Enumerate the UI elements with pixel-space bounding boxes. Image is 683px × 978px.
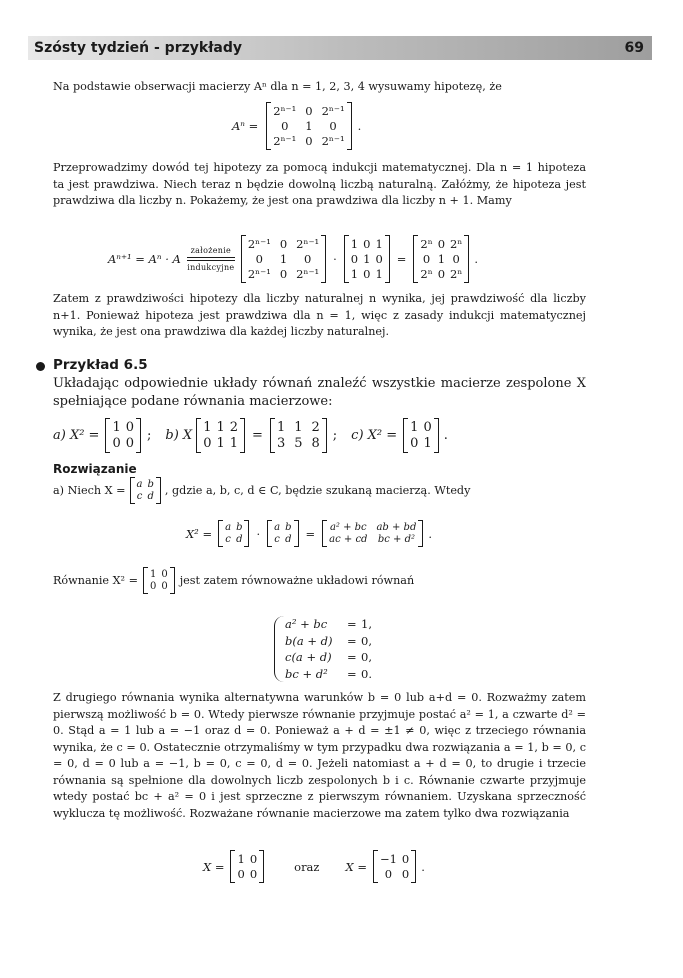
- example-b-equals: =: [252, 428, 263, 443]
- induction-equation: [108, 236, 478, 282]
- final-end: .: [421, 859, 425, 874]
- induction-matrix-1: [241, 236, 326, 282]
- matrix-cell: −1: [379, 852, 397, 866]
- matrix-cell: 0: [437, 267, 446, 281]
- matrix-cell: bc + d²: [377, 534, 415, 545]
- matrix-cell: 0: [329, 119, 337, 133]
- equation-pre: Równanie X² =: [53, 574, 138, 587]
- x-squared-equation: [186, 521, 432, 546]
- induction-label-top: założenie: [190, 246, 232, 255]
- example-sep-1: ;: [147, 428, 152, 443]
- x2-dot: ·: [256, 526, 261, 541]
- matrix-cell: 0: [161, 581, 168, 592]
- matrix-cell: 0: [125, 436, 135, 451]
- matrix-cell: 0: [125, 420, 135, 435]
- system-row: [285, 666, 405, 683]
- equation-statement: [53, 568, 414, 593]
- matrix-cell: 0: [410, 436, 419, 451]
- example-end: .: [443, 428, 448, 443]
- example-a-matrix: [105, 419, 141, 452]
- system-row: [285, 616, 405, 633]
- final-matrix-1: [230, 851, 264, 882]
- induction-matrix-3: [413, 236, 469, 282]
- matrix-cell: ab + bd: [376, 522, 417, 533]
- solution-title: Rozwiązanie: [53, 462, 137, 476]
- hypothesis-equation: [232, 103, 361, 149]
- matrix-cell: 2ⁿ⁻¹: [273, 134, 297, 148]
- final-x2-label: X =: [345, 859, 367, 874]
- x2-end: .: [428, 526, 433, 541]
- matrix-cell: 1: [305, 119, 313, 133]
- intro-text: Na podstawie obserwacji macierzy Aⁿ dla n = 1, 2, 3, 4 wysuwamy hipotezę, że: [53, 80, 502, 93]
- induction-label: [187, 246, 235, 272]
- hypothesis-matrix: [266, 103, 351, 149]
- system-lhs: b(a + d): [285, 633, 333, 648]
- matrix-cell: 0: [401, 867, 410, 881]
- matrix-cell: 0: [161, 569, 168, 580]
- system-eq: =: [347, 633, 357, 648]
- matrix-cell: 1: [350, 267, 359, 281]
- matrix-cell: 1: [375, 237, 383, 251]
- example-b-matrix-2: [270, 419, 327, 452]
- conclusion-paragraph: Zatem z prawdziwości hipotezy dla liczby naturalnej n wynika, jej prawdziwość dla liczby n+1. Ponieważ hipoteza jest prawdziwa dla n = 1, więc z zasady indukcji matematycznej wynika, że jest ona prawdziwa dla każdej liczby naturalnej.: [53, 292, 586, 338]
- induction-equals-sign: [187, 257, 235, 261]
- matrix-cell: 0: [112, 436, 121, 451]
- matrix-cell: b: [147, 479, 154, 490]
- matrix-cell: 0: [422, 252, 431, 266]
- matrix-cell: 2ⁿ⁻¹: [321, 134, 345, 148]
- hypothesis-lhs: Aⁿ =: [232, 119, 259, 133]
- matrix-cell: b: [285, 522, 292, 533]
- page-header: [28, 36, 652, 60]
- matrix-cell: 2ⁿ⁻¹: [247, 237, 271, 251]
- example-c-label: c) X² =: [351, 428, 398, 443]
- x2-matrix-1: [218, 521, 249, 546]
- solution-a-intro-post: , gdzie a, b, c, d ∈ C, będzie szukaną macierzą. Wtedy: [164, 484, 471, 497]
- matrix-cell: a: [225, 522, 232, 533]
- final-x1-label: X =: [203, 859, 225, 874]
- matrix-cell: 1: [149, 569, 157, 580]
- matrix-cell: 1: [363, 252, 371, 266]
- matrix-cell: 1: [375, 267, 383, 281]
- matrix-cell: c: [136, 491, 143, 502]
- matrix-cell: 2: [311, 420, 320, 435]
- matrix-cell: 0: [149, 581, 157, 592]
- matrix-cell: 0: [279, 237, 288, 251]
- matrix-cell: 0: [281, 119, 289, 133]
- matrix-cell: 0: [255, 252, 263, 266]
- x2-result-matrix: [322, 521, 423, 546]
- matrix-cell: d: [147, 491, 154, 502]
- matrix-cell: 0: [384, 867, 393, 881]
- x2-equals: =: [305, 526, 316, 541]
- matrix-cell: 0: [375, 252, 383, 266]
- final-oraz: oraz: [294, 859, 320, 874]
- matrix-cell: 0: [249, 867, 258, 881]
- matrix-cell: 0: [203, 436, 212, 451]
- matrix-cell: 2ⁿ: [450, 237, 463, 251]
- matrix-cell: b: [236, 522, 243, 533]
- final-matrix-2: [373, 851, 416, 882]
- matrix-cell: 1: [229, 436, 239, 451]
- matrix-cell: 2ⁿ⁻¹: [321, 104, 345, 118]
- x2-lhs: X² =: [186, 526, 213, 541]
- hypothesis-end: .: [357, 119, 362, 133]
- system-lhs: bc + d²: [285, 666, 328, 681]
- matrix-cell: d: [236, 534, 243, 545]
- page-number: 69: [624, 40, 644, 56]
- matrix-cell: 1: [279, 252, 288, 266]
- system-row: [285, 649, 405, 666]
- matrix-cell: 0: [279, 267, 288, 281]
- system-rhs: 0,: [361, 650, 372, 664]
- induction-equals: =: [396, 252, 407, 266]
- matrix-cell: 2ⁿ⁻¹: [247, 267, 271, 281]
- example-a-label: a) X² =: [53, 428, 100, 443]
- example-sep-2: ;: [332, 428, 338, 443]
- matrix-cell: 1: [216, 420, 225, 435]
- matrix-cell: a: [274, 522, 281, 533]
- matrix-cell: 1: [423, 436, 432, 451]
- induction-end: .: [474, 252, 478, 266]
- matrix-cell: 2ⁿ: [420, 267, 433, 281]
- matrix-cell: 0: [452, 252, 460, 266]
- system-eq: =: [347, 666, 357, 681]
- matrix-cell: 2ⁿ⁻¹: [296, 237, 320, 251]
- matrix-cell: 0: [303, 252, 312, 266]
- matrix-cell: 0: [249, 852, 258, 866]
- example-b-matrix-1: [196, 419, 245, 452]
- matrix-cell: 2ⁿ: [450, 267, 463, 281]
- matrix-cell: 5: [294, 436, 303, 451]
- example-c-matrix: [403, 419, 439, 452]
- example-task: Układając odpowiednie układy równań znaleźć wszystkie macierze zespolone X spełniające podane równania macierzowe:: [53, 376, 586, 409]
- proof-paragraph: Przeprowadzimy dowód tej hipotezy za pomocą indukcji matematycznej. Dla n = 1 hipoteza ta jest prawdziwa. Niech teraz n będzie dowolną liczbą naturalną. Załóżmy, że hipoteza jest prawdziwa dla liczby n. Pokażemy, że jest ona prawdziwa dla liczby n + 1. Mamy: [53, 161, 586, 207]
- chapter-title: Szósty tydzień - przykłady: [34, 40, 242, 56]
- matrix-cell: 1: [112, 420, 121, 435]
- system-lhs: c(a + d): [285, 650, 332, 664]
- matrix-cell: c: [274, 534, 280, 545]
- system-eq: =: [347, 650, 357, 664]
- matrix-cell: 1: [437, 252, 446, 266]
- matrix-cell: 8: [311, 436, 320, 451]
- matrix-cell: 2ⁿ⁻¹: [296, 267, 320, 281]
- matrix-cell: 0: [305, 134, 313, 148]
- matrix-cell: 1: [410, 420, 419, 435]
- induction-matrix-2: [344, 236, 390, 282]
- system-eq: =: [347, 617, 357, 631]
- matrix-cell: 1: [203, 420, 212, 435]
- induction-label-bottom: indukcyjne: [187, 263, 235, 272]
- matrix-cell: 2: [229, 420, 239, 435]
- analysis-paragraph: Z drugiego równania wynika alternatywna warunków b = 0 lub a+d = 0. Rozważmy zatem pierwszą możliwość b = 0. Wtedy pierwsze równanie przyjmuje postać a² = 1, a czwarte d² = 0. Stąd a = 1 lub a = −1 oraz d = 0. Ponieważ a + d = ±1 ≠ 0, więc z trzeciego równania wynika, że c = 0. Ostatecznie otrzymaliśmy w tym przypadku dwa rozwiązania a = 1, b = 0, c = 0, d = 0 lub a = −1, b = 0, c = 0, d = 0. Jeżeli natomiast a + d = 0, to drugie i trzecie równania są spełnione dla dowolnych liczb zespolonych b i c. Równanie czwarte przyjmuje wtedy postać bc + a² = 0 i jest sprzeczne z pierwszym równaniem. Uzyskana sprzeczność wyklucza tę możliwość. Rozważane równanie macierzowe ma zatem tylko dwa rozwiązania: [53, 691, 586, 820]
- matrix-cell: 1: [237, 852, 245, 866]
- matrix-cell: 0: [363, 237, 371, 251]
- matrix-cell: 0: [437, 237, 446, 251]
- matrix-cell: 0: [363, 267, 371, 281]
- equation-system: [274, 616, 405, 682]
- matrix-cell: 0: [237, 867, 245, 881]
- system-rhs: 0.: [361, 666, 372, 681]
- matrix-cell: 0: [350, 252, 359, 266]
- matrix-cell: 3: [276, 436, 286, 451]
- matrix-cell: 1: [350, 237, 359, 251]
- system-rhs: 1,: [361, 617, 372, 631]
- matrix-cell: 0: [423, 420, 432, 435]
- system-rhs: 0,: [361, 633, 372, 648]
- bullet-icon: [36, 362, 45, 371]
- matrix-cell: c: [225, 534, 231, 545]
- matrix-cell: a: [136, 479, 143, 490]
- example-equations: [53, 419, 448, 452]
- final-solutions: [203, 851, 425, 882]
- matrix-cell: d: [285, 534, 292, 545]
- system-row: [285, 633, 405, 650]
- matrix-cell: 1: [216, 436, 225, 451]
- matrix-cell: 2ⁿ⁻¹: [273, 104, 297, 118]
- matrix-cell: 0: [305, 104, 313, 118]
- x2-matrix-2: [267, 521, 298, 546]
- equation-post: jest zatem równoważne układowi równań: [179, 574, 415, 587]
- solution-a-intro-pre: a) Niech X =: [53, 484, 126, 497]
- matrix-cell: ac + cd: [329, 534, 368, 545]
- matrix-cell: 1: [294, 420, 303, 435]
- solution-a-matrix: [130, 478, 161, 503]
- induction-lhs: Aⁿ⁺¹ = Aⁿ · A: [108, 252, 181, 266]
- system-lhs: a² + bc: [285, 617, 328, 631]
- matrix-cell: 0: [401, 852, 410, 866]
- matrix-cell: a² + bc: [329, 522, 367, 533]
- example-b-label: b) X: [165, 428, 193, 443]
- matrix-cell: 1: [276, 420, 286, 435]
- equation-matrix: [143, 568, 175, 593]
- induction-dot: ·: [333, 252, 337, 266]
- matrix-cell: 2ⁿ: [420, 237, 433, 251]
- solution-a-intro: [53, 478, 470, 503]
- example-title: Przykład 6.5: [53, 357, 148, 373]
